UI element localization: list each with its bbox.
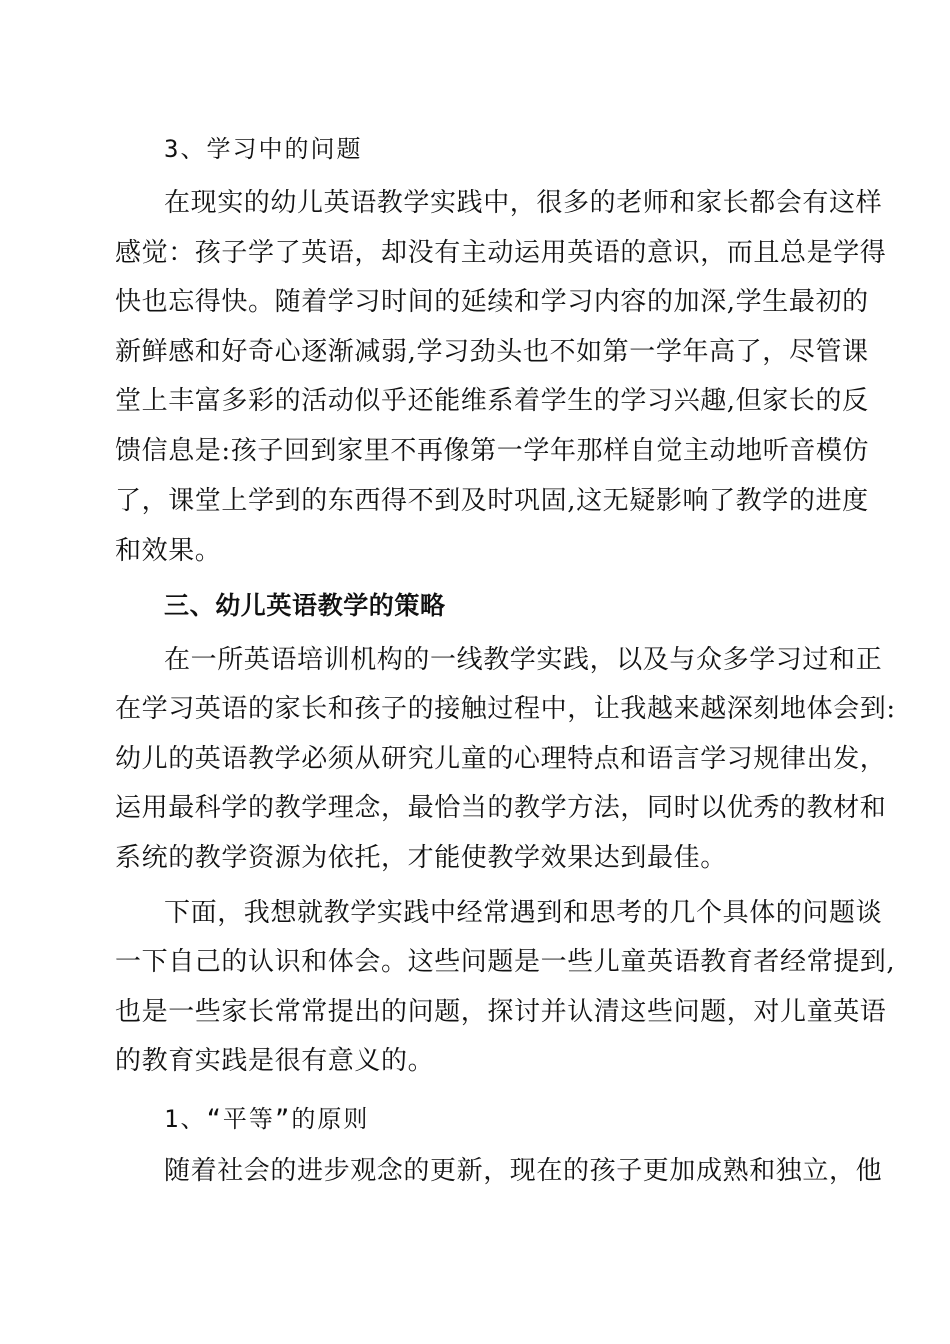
paragraph-line: 感觉：孩子学了英语，却没有主动运用英语的意识，而且总是学得 — [115, 238, 887, 268]
paragraph-line: 随着社会的进步观念的更新，现在的孩子更加成熟和独立，他 — [164, 1156, 883, 1186]
paragraph-line: 系统的教学资源为依托，才能使教学效果达到最佳。 — [115, 843, 727, 873]
paragraph-line: 的教育实践是很有意义的。 — [115, 1046, 435, 1076]
paragraph-line: 一下自己的认识和体会。这些问题是一些儿童英语教育者经常提到, — [115, 947, 896, 977]
paragraph-line: 快也忘得快。随着学习时间的延续和学习内容的加深,学生最初的 — [115, 287, 869, 317]
paragraph-line: 堂上丰富多彩的活动似乎还能维系着学生的学习兴趣,但家长的反 — [115, 386, 869, 416]
paragraph-line: 新鲜感和好奇心逐渐减弱,学习劲头也不如第一学年高了，尽管课 — [115, 337, 869, 367]
paragraph-line: 在学习英语的家长和孩子的接触过程中，让我越来越深刻地体会到: — [115, 694, 896, 724]
section-heading-1: 1、“平等”的原则 — [164, 1105, 370, 1133]
paragraph-line: 馈信息是:孩子回到家里不再像第一学年那样自觉主动地听音模仿 — [115, 436, 870, 466]
paragraph-line: 也是一些家长常常提出的问题，探讨并认清这些问题，对儿童英语 — [115, 997, 887, 1027]
paragraph-line: 和效果。 — [115, 536, 222, 566]
paragraph-line: 了，课堂上学到的东西得不到及时巩固,这无疑影响了教学的进度 — [115, 486, 869, 516]
paragraph-line: 在一所英语培训机构的一线教学实践，以及与众多学习过和正 — [164, 645, 883, 675]
section-heading-strategies: 三、幼儿英语教学的策略 — [164, 591, 446, 620]
section-heading-3: 3、学习中的问题 — [164, 135, 363, 163]
paragraph-line: 下面，我想就教学实践中经常遇到和思考的几个具体的问题谈 — [164, 898, 883, 928]
paragraph-line: 运用最科学的教学理念，最恰当的教学方法，同时以优秀的教材和 — [115, 793, 887, 823]
paragraph-line: 幼儿的英语教学必须从研究儿童的心理特点和语言学习规律出发， — [115, 744, 887, 774]
paragraph-line: 在现实的幼儿英语教学实践中，很多的老师和家长都会有这样 — [164, 188, 883, 218]
